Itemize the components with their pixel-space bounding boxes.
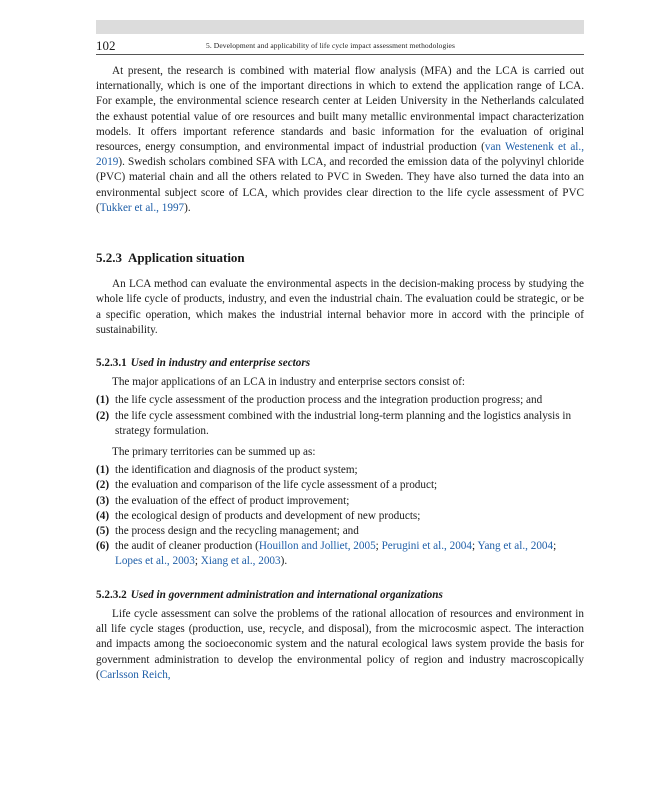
subsection-heading — [96, 356, 584, 371]
para-text: ). — [184, 201, 191, 214]
top-gray-band — [96, 20, 584, 34]
list-number: (1) — [96, 464, 110, 477]
applications-lead: The major applications of an LCA in industry and enterprise sectors consist of: — [112, 376, 465, 389]
list-item — [96, 509, 584, 524]
list-number: (2) — [96, 479, 110, 492]
subsection-heading — [96, 588, 584, 603]
citation-link[interactable]: Perugini et al., 2004 — [381, 540, 472, 553]
list-number: (4) — [96, 509, 110, 522]
list-text: the evaluation of the effect of product improvement; — [115, 494, 350, 507]
citation-link[interactable]: Houillon and Jolliet, 2005 — [258, 540, 376, 553]
subsection-title: Used in industry and enterprise sectors — [130, 357, 311, 370]
para-text: Life cycle assessment can solve the problems of the rational allocation of resources and environment in all life cycle stages (production, use, recycle, and disposal), from the microcosmic aspect. The interaction and impacts among the socioeconomic system and the natural ecological laws system provide the basis for government administration to develop the environmental policy of region and industry macroscopically ( — [96, 607, 584, 681]
list-text: the process design and the recycling management; and — [115, 525, 359, 538]
list-text: ). — [280, 555, 288, 568]
list-text: the life cycle assessment of the production process and the integration production progress; and — [115, 394, 543, 407]
list-number: (1) — [96, 394, 110, 407]
list-item — [96, 393, 584, 408]
main-content — [96, 64, 584, 683]
section-number: 5.2.3 — [96, 250, 122, 266]
territories-lead: The primary territories can be summed up as: — [112, 446, 316, 459]
intro-paragraph — [96, 64, 584, 216]
list-text: the audit of cleaner production ( — [115, 540, 259, 553]
subsection-number: 5.2.3.1 — [96, 357, 127, 370]
list-number: (3) — [96, 494, 110, 507]
separator: ; — [375, 540, 382, 553]
section-title: Application situation — [128, 250, 245, 266]
citation-link[interactable]: Yang et al., 2004 — [477, 540, 554, 553]
list-number: (6) — [96, 540, 110, 553]
subsection-number: 5.2.3.2 — [96, 588, 127, 601]
citation-link[interactable]: Carlsson Reich, — [99, 668, 171, 681]
list-text: the evaluation and comparison of the life cycle assessment of a product; — [115, 479, 438, 492]
list-text: the life cycle assessment combined with the industrial long-term planning and the logistics analysis in strategy formulation. — [115, 409, 572, 437]
subsection-title: Used in government administration and international organizations — [130, 588, 443, 601]
list-item — [96, 539, 584, 569]
list-item — [96, 409, 584, 439]
separator: ; — [194, 555, 201, 568]
page-header — [96, 38, 584, 55]
list-number: (2) — [96, 409, 110, 422]
list-text: the identification and diagnosis of the product system; — [115, 464, 358, 477]
list-item — [96, 524, 584, 539]
separator: ; — [553, 540, 557, 553]
citation-link[interactable]: van Westenenk et al., 2019 — [96, 141, 584, 169]
running-head: 5. Development and applicability of life cycle impact assessment methodologies — [206, 41, 455, 50]
page-number: 102 — [96, 38, 116, 53]
citation-link[interactable]: Xiang et al., 2003 — [200, 555, 281, 568]
section-heading — [96, 250, 584, 265]
list-text: the ecological design of products and development of new products; — [115, 509, 421, 522]
list-item — [96, 494, 584, 509]
citation-link[interactable]: Tukker et al., 1997 — [99, 201, 185, 214]
government-paragraph — [96, 607, 584, 683]
para-text: At present, the research is combined with material flow analysis (MFA) and the LCA is carried out internationally, which is one of the important directions in which to extend the application range of LCA. For example, the environmental science research center at Leiden University in the Netherlands calculated the exhaust potential value of ore resources and built many metallic environmental impact characterization models. It offers important reference standards and basic information for the evaluation of original resources, energy consumption, and environmental impact of industrial production ( — [96, 65, 584, 154]
section-intro: An LCA method can evaluate the environmental aspects in the decision-making process by studying the whole life cycle of products, industry, and even the industrial chain. The evaluation could be strategic, or be a specific operation, which makes the industrial internal behavior more in accord with the principle of sustainability. — [96, 278, 584, 336]
territories-list — [96, 463, 584, 569]
separator: ; — [472, 540, 478, 553]
para-text: ). Swedish scholars combined SFA with LCA, and recorded the emission data of the polyvinyl chloride (PVC) material chain and all the others related to PVC in Sweden. They have also turned the data into an environmental subject score of LCA, which provides clear direction to the life cycle assessment of PVC ( — [96, 156, 584, 214]
applications-list — [96, 393, 584, 439]
list-item — [96, 478, 584, 493]
citation-link[interactable]: Lopes et al., 2003 — [115, 555, 195, 568]
list-number: (5) — [96, 525, 110, 538]
list-item — [96, 463, 584, 478]
